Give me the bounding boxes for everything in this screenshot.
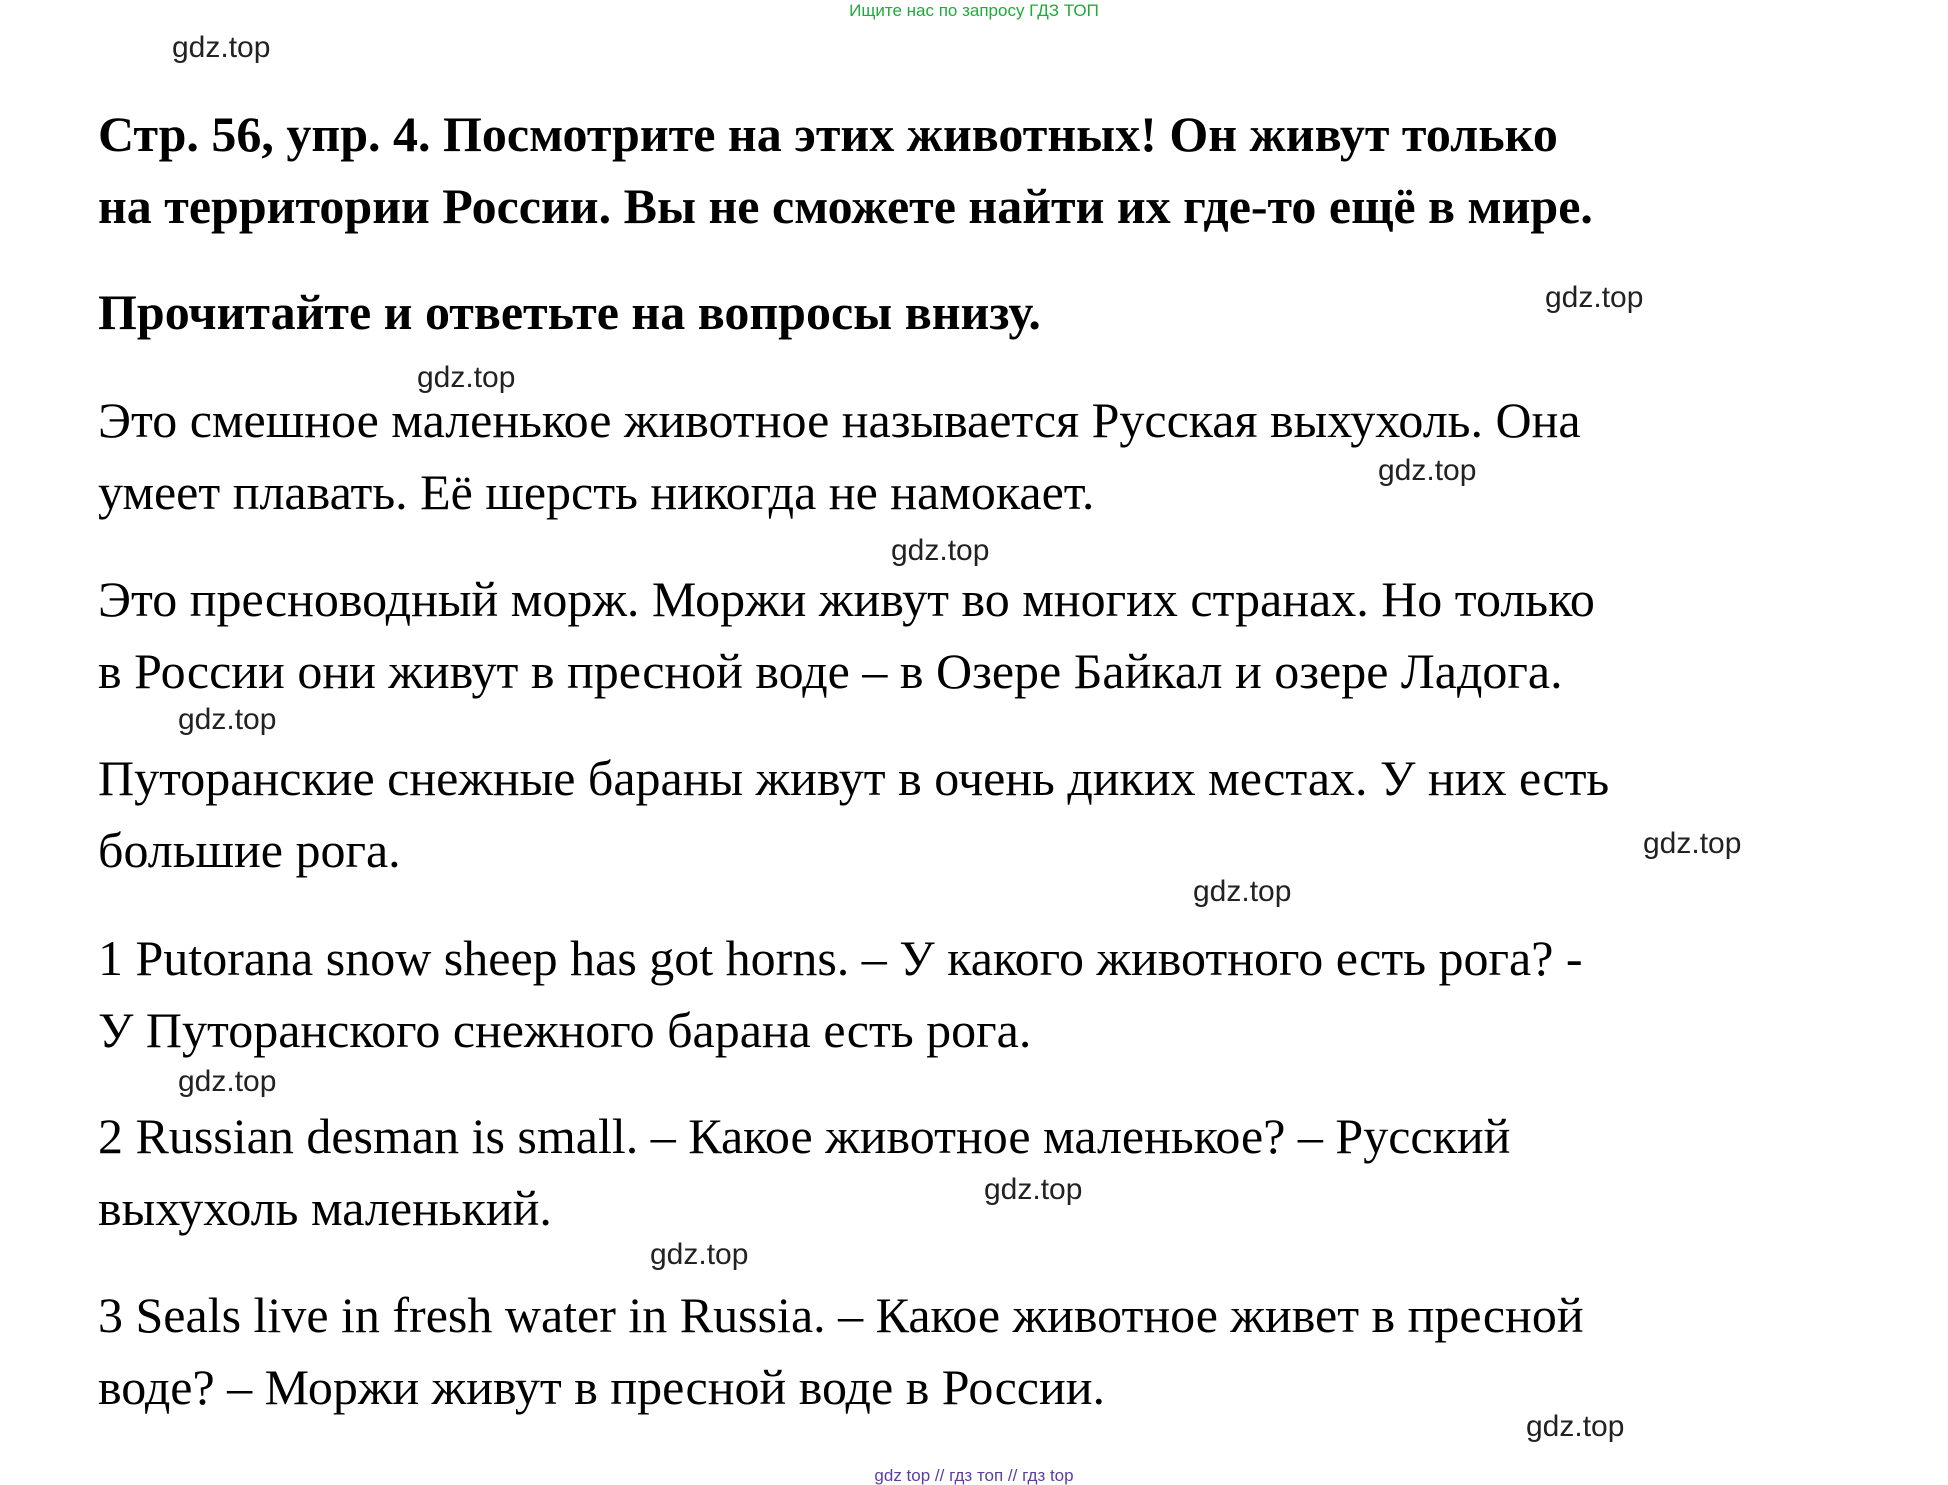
exercise-subheading — [98, 276, 1041, 348]
watermark: gdz.top — [1193, 875, 1292, 908]
paragraph-snow-sheep — [98, 742, 1609, 886]
answer-2 — [98, 1100, 1510, 1244]
heading-line: на территории России. Вы не сможете найти их где-то ещё в мире. — [98, 178, 1593, 234]
answer-line: воде? – Моржи живут в пресной воде в России. — [98, 1359, 1106, 1415]
watermark: gdz.top — [891, 534, 990, 567]
watermark: gdz.top — [172, 31, 271, 64]
watermark: gdz.top — [417, 361, 516, 394]
watermark: gdz.top — [1545, 281, 1644, 314]
watermark: gdz.top — [984, 1173, 1083, 1206]
watermark: gdz.top — [178, 1065, 277, 1098]
answer-line: выхухоль маленький. — [98, 1180, 552, 1236]
watermark: gdz.top — [178, 703, 277, 736]
heading-line: Стр. 56, упр. 4. Посмотрите на этих животных! Он живут только — [98, 106, 1558, 162]
bottom-banner: gdz top // гдз топ // гдз top — [874, 1466, 1074, 1485]
answer-line: 3 Seals live in fresh water in Russia. – Какое животное живет в пресной — [98, 1287, 1584, 1343]
paragraph-line: умеет плавать. Её шерсть никогда не намокает. — [98, 464, 1095, 520]
answer-3 — [98, 1279, 1584, 1423]
watermark: gdz.top — [1526, 1410, 1625, 1443]
watermark: gdz.top — [1643, 827, 1742, 860]
paragraph-line: Путоранские снежные бараны живут в очень диких местах. У них есть — [98, 750, 1610, 806]
answer-line: У Путоранского снежного барана есть рога. — [98, 1002, 1032, 1058]
top-banner: Ищите нас по запросу ГДЗ ТОП — [849, 1, 1099, 20]
answer-line: 2 Russian desman is small. – Какое животное маленькое? – Русский — [98, 1108, 1511, 1164]
heading-line: Прочитайте и ответьте на вопросы внизу. — [98, 284, 1041, 340]
answer-line: 1 Putorana snow sheep has got horns. – У какого животного есть рога? - — [98, 930, 1583, 986]
paragraph-walrus — [98, 563, 1595, 707]
paragraph-line: большие рога. — [98, 822, 401, 878]
exercise-heading — [98, 98, 1593, 242]
paragraph-desman — [98, 384, 1581, 528]
watermark: gdz.top — [1378, 454, 1477, 487]
answer-1 — [98, 922, 1583, 1066]
watermark: gdz.top — [650, 1238, 749, 1271]
paragraph-line: Это пресноводный морж. Моржи живут во многих странах. Но только — [98, 571, 1595, 627]
paragraph-line: Это смешное маленькое животное называется Русская выхухоль. Она — [98, 392, 1581, 448]
paragraph-line: в России они живут в пресной воде – в Озере Байкал и озере Ладога. — [98, 643, 1563, 699]
